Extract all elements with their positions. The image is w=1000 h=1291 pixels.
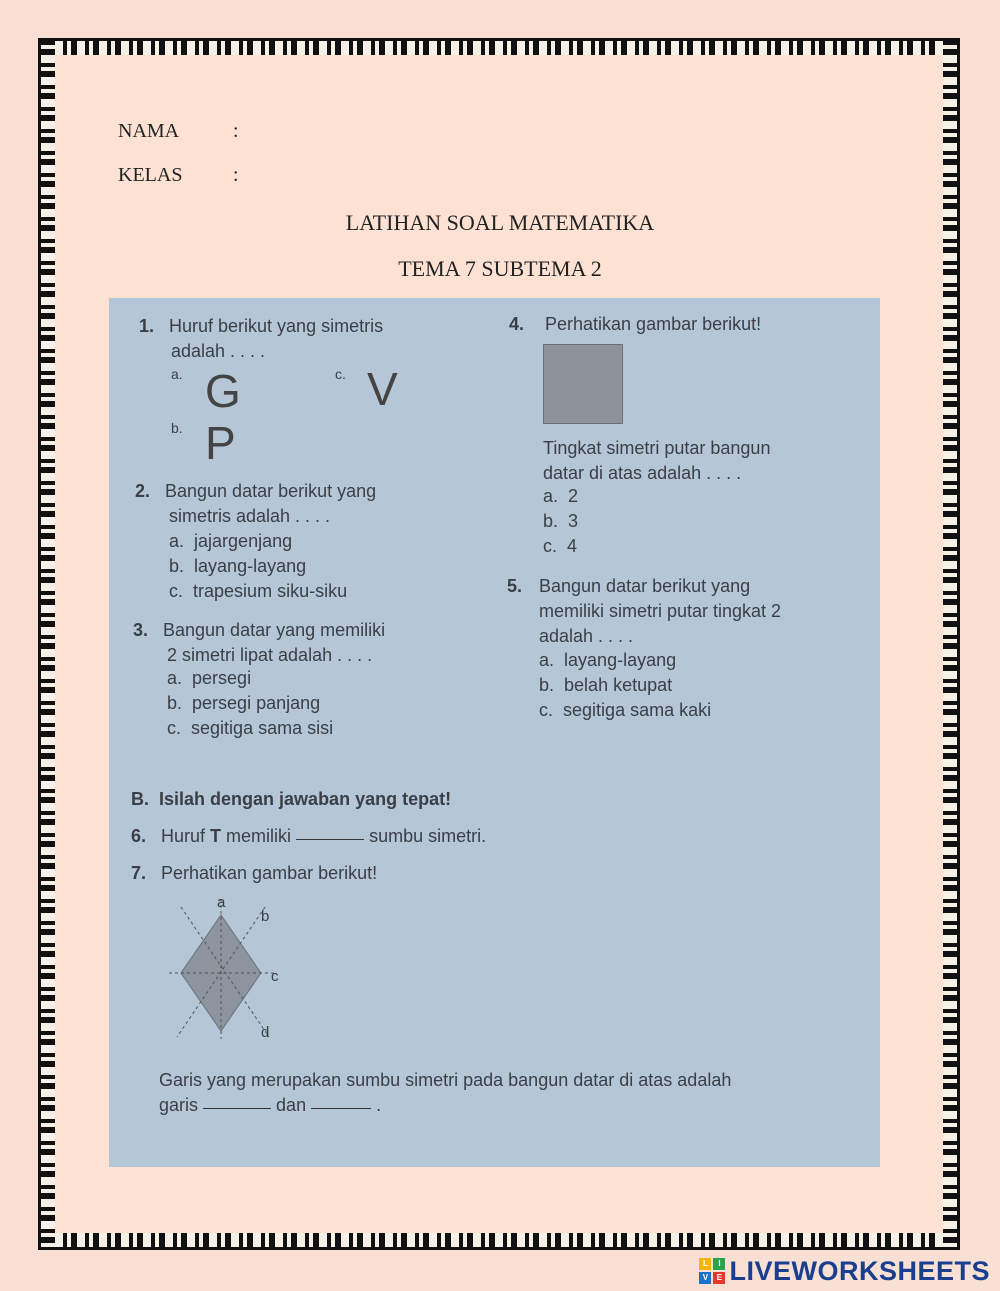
question-1-line2: adalah . . . . (171, 341, 266, 361)
page-title: LATIHAN SOAL MATEMATIKA (345, 210, 655, 235)
option-label: a. (169, 531, 185, 551)
option-label: c. (335, 366, 346, 382)
section-label: B. (131, 789, 149, 809)
question-5-option-a (539, 650, 676, 671)
question-text: dan (276, 1095, 307, 1115)
logo-mark-i: I (713, 1258, 725, 1270)
question-number: 7. (131, 863, 147, 883)
option-text: 3 (568, 511, 579, 531)
page-subtitle: TEMA 7 SUBTEMA 2 (398, 256, 602, 281)
decorative-border-bottom (41, 1233, 957, 1247)
option-label: a. (171, 366, 183, 382)
question-text: Perhatikan gambar berikut! (161, 863, 378, 883)
question-5-line3: adalah . . . . (539, 626, 634, 646)
logo-mark-icon (699, 1258, 725, 1284)
question-4-option-b (543, 511, 578, 532)
question-text: garis (159, 1095, 199, 1115)
question-number: 1. (139, 316, 155, 336)
question-text: Bangun datar yang memiliki (163, 620, 386, 640)
option-letter-g: G (205, 365, 241, 417)
option-letter-v: V (367, 363, 398, 415)
option-text: segitiga sama sisi (191, 718, 334, 738)
answer-blank-2[interactable] (311, 1107, 371, 1109)
option-letter-p: P (205, 417, 236, 469)
question-3-option-a (167, 668, 251, 689)
question-1 (139, 314, 383, 339)
diagram-label-d: d (261, 1024, 270, 1041)
question-text: sumbu simetri. (369, 826, 487, 846)
question-text: memiliki (226, 826, 292, 846)
question-4-option-c (543, 536, 577, 557)
liveworksheets-logo (699, 1255, 990, 1287)
question-text: Bangun datar berikut yang (539, 576, 751, 596)
question-5 (507, 574, 750, 599)
logo-text: LIVEWORKSHEETS (729, 1255, 990, 1286)
question-4 (509, 312, 761, 337)
question-2-option-a (169, 531, 292, 552)
option-text: jajargenjang (194, 531, 293, 551)
option-label: b. (543, 511, 559, 531)
option-text: trapesium siku-siku (193, 581, 348, 601)
option-label: b. (171, 420, 183, 436)
question-3-option-c (167, 718, 333, 739)
option-label: a. (543, 486, 559, 506)
question-2 (135, 479, 376, 504)
question-7 (131, 861, 377, 886)
question-5-option-b (539, 675, 672, 696)
question-text: Perhatikan gambar berikut! (545, 314, 762, 334)
option-label: c. (543, 536, 558, 556)
nama-colon: : (233, 120, 239, 142)
answer-blank[interactable] (296, 838, 364, 840)
nama-label: NAMA (118, 120, 180, 142)
textbook-photo (109, 298, 880, 1167)
logo-mark-l: L (699, 1258, 711, 1270)
decorative-border-top (41, 41, 957, 55)
option-text: persegi panjang (192, 693, 321, 713)
question-6 (131, 824, 486, 849)
question-number: 5. (507, 576, 523, 596)
rhombus-svg (169, 893, 309, 1043)
question-2-option-b (169, 556, 306, 577)
question-text: . (376, 1095, 382, 1115)
question-2-option-c (169, 581, 347, 602)
question-number: 6. (131, 826, 147, 846)
question-number: 4. (509, 314, 525, 334)
letter-t: T (210, 826, 222, 846)
kelas-label: KELAS (118, 164, 183, 186)
section-title: Isilah dengan jawaban yang tepat! (159, 789, 452, 809)
option-text: layang-layang (194, 556, 307, 576)
question-3-line2: 2 simetri lipat adalah . . . . (167, 645, 373, 665)
question-number: 2. (135, 481, 151, 501)
option-label: c. (539, 700, 554, 720)
question-5-option-c (539, 700, 711, 721)
logo-mark-v: V (699, 1272, 711, 1284)
section-b-heading (131, 787, 451, 812)
option-label: a. (167, 668, 183, 688)
question-7-line3 (159, 1093, 381, 1118)
question-7-line2: Garis yang merupakan sumbu simetri pada bangun datar di atas adalah (159, 1070, 732, 1090)
option-text: persegi (192, 668, 252, 688)
kelas-colon: : (233, 164, 239, 186)
answer-blank-1[interactable] (203, 1107, 271, 1109)
option-label: a. (539, 650, 555, 670)
square-figure (543, 344, 623, 424)
question-2-line2: simetris adalah . . . . (169, 506, 331, 526)
option-label: c. (167, 718, 182, 738)
option-label: c. (169, 581, 184, 601)
option-text: 4 (567, 536, 578, 556)
option-label: b. (539, 675, 555, 695)
diagram-label-a: a (217, 894, 226, 911)
question-4-line3: datar di atas adalah . . . . (543, 463, 742, 483)
question-4-line2: Tingkat simetri putar bangun (543, 438, 771, 458)
question-5-line2: memiliki simetri putar tingkat 2 (539, 601, 782, 621)
diagram-label-c: c (271, 968, 279, 985)
rhombus-diagram (169, 893, 309, 1048)
diagram-label-b: b (261, 908, 270, 925)
option-text: layang-layang (564, 650, 677, 670)
option-text: segitiga sama kaki (563, 700, 712, 720)
question-3 (133, 618, 385, 643)
option-label: b. (167, 693, 183, 713)
question-3-option-b (167, 693, 320, 714)
question-text: Bangun datar berikut yang (165, 481, 377, 501)
option-text: 2 (568, 486, 579, 506)
question-text: Huruf berikut yang simetris (169, 316, 384, 336)
option-text: belah ketupat (564, 675, 673, 695)
question-number: 3. (133, 620, 149, 640)
logo-mark-e: E (713, 1272, 725, 1284)
option-label: b. (169, 556, 185, 576)
question-4-option-a (543, 486, 578, 507)
question-text: Huruf (161, 826, 206, 846)
